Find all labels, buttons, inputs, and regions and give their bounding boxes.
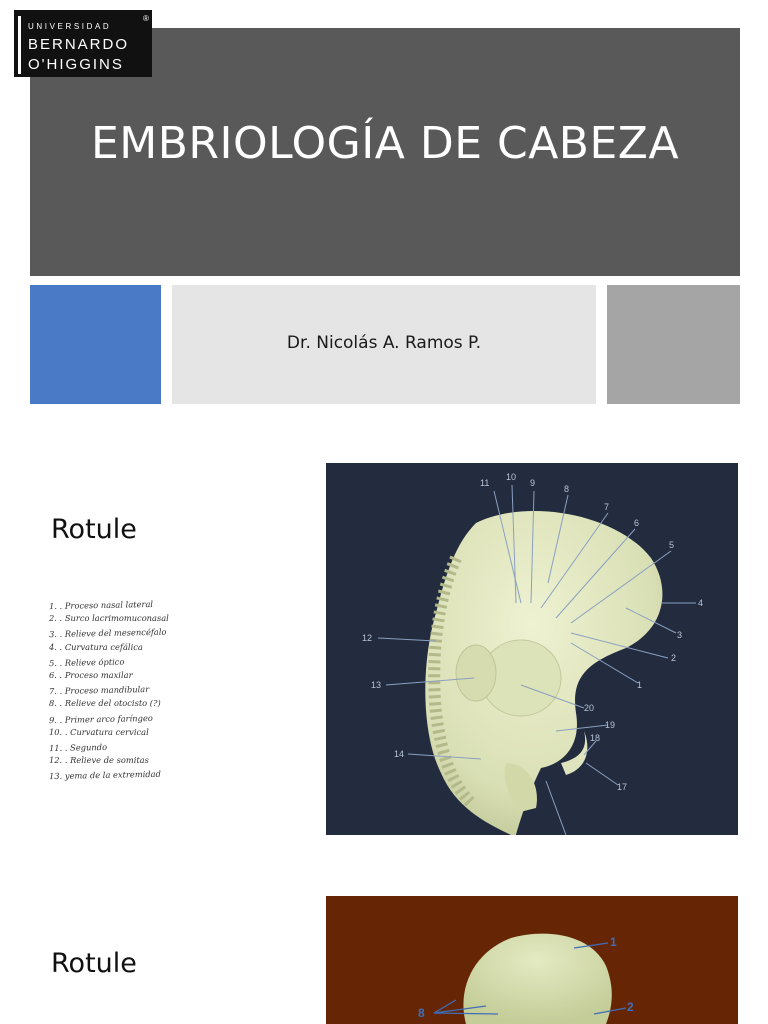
label-9: 9: [530, 478, 536, 488]
handwritten-list-item: 6. . Proceso maxilar: [49, 670, 133, 681]
handwritten-label-list: [49, 597, 249, 782]
university-logo: [14, 10, 152, 77]
frontal-label-2: 2: [627, 1000, 634, 1014]
logo-line-2: BERNARDO: [28, 36, 130, 53]
label-20: 20: [584, 703, 595, 713]
label-12: 12: [362, 633, 373, 643]
label-7: 7: [604, 502, 610, 512]
label-18: 18: [590, 733, 601, 743]
label-13: 13: [371, 680, 382, 690]
label-2: 2: [671, 653, 677, 663]
handwritten-list-item: 7. . Proceso mandibular: [48, 684, 150, 697]
logo-line-3: O'HIGGINS: [28, 56, 124, 73]
handwritten-list-item: 3. . Relieve del mesencéfalo: [48, 627, 167, 640]
author-name: Dr. Nicolás A. Ramos P.: [286, 333, 482, 353]
frontal-label-8: 8: [418, 1006, 425, 1020]
slide3-heading: Rotule: [51, 948, 137, 979]
handwritten-list-item: 4. . Curvatura cefálica: [49, 641, 143, 652]
handwritten-list-item: 9. . Primer arco faríngeo: [48, 712, 153, 725]
embryo-illustration: [326, 463, 738, 835]
handwritten-list-item: 13. yema de la extremidad: [48, 769, 161, 782]
label-5: 5: [669, 540, 675, 550]
label-19: 19: [605, 720, 616, 730]
maxillary-bulge: [456, 645, 496, 701]
handwritten-list-item: 8. . Relieve del otocisto (?): [49, 698, 161, 709]
embryo-photo-frontal: [326, 896, 738, 1024]
logo-line-1: UNIVERSIDAD: [28, 22, 112, 31]
label-4: 4: [698, 598, 704, 608]
embryo-head-frontal: [463, 934, 611, 1024]
embryo-frontal-illustration: [326, 896, 738, 1024]
slide2-heading: Rotule: [51, 514, 137, 545]
label-1: 1: [637, 680, 643, 690]
label-17: 17: [617, 782, 628, 792]
handwritten-list-item: 1. . Proceso nasal lateral: [48, 598, 154, 612]
handwritten-list-item: 10. . Curvatura cervical: [49, 726, 149, 737]
handwritten-list-item: 5. . Relieve óptico: [48, 656, 125, 668]
blue-accent-box: [30, 285, 161, 404]
label-3: 3: [677, 630, 683, 640]
label-6: 6: [634, 518, 640, 528]
handwritten-list-item: 12. . Relieve de somitas: [49, 755, 149, 766]
logo-bar: [18, 16, 21, 74]
handwritten-list-item: 11. . Segundo: [48, 741, 108, 754]
grey-accent-box: [607, 285, 740, 404]
label-14: 14: [394, 749, 405, 759]
frontal-label-1: 1: [610, 935, 617, 949]
label-8: 8: [564, 484, 570, 494]
handwritten-list-item: 2. . Surco lacrimomuconasal: [49, 613, 169, 624]
label-11: 11: [480, 478, 490, 488]
slide-title: EMBRIOLOGÍA DE CABEZA: [90, 118, 680, 169]
embryo-photo-lateral: [326, 463, 738, 835]
label-10: 10: [506, 472, 517, 482]
registered-mark: ®: [143, 14, 149, 23]
